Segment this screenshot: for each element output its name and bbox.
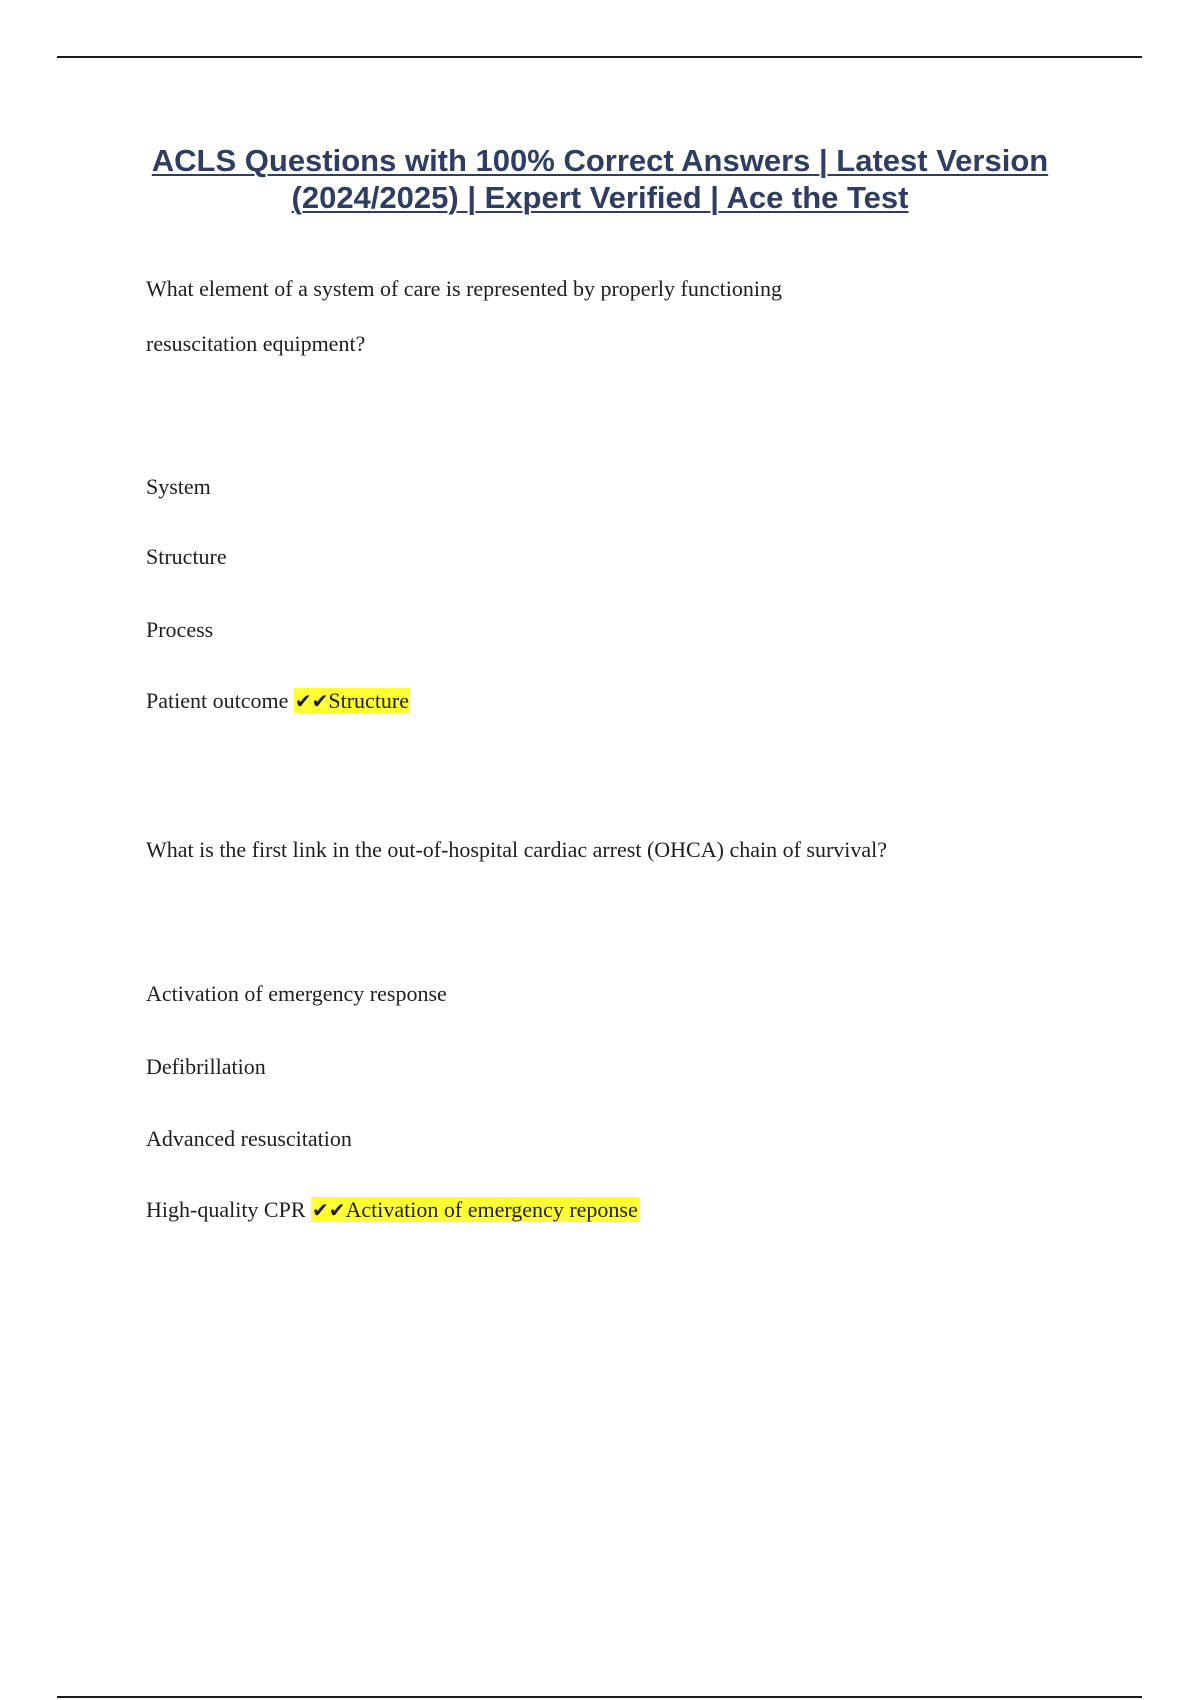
- question-1-answer: Structure: [328, 688, 410, 713]
- question-1-text-line-1: What element of a system of care is represented by properly functioning: [146, 276, 782, 301]
- document-title: [100, 142, 1100, 216]
- question-2-answer-highlight: [311, 1197, 639, 1222]
- question-1-option-4-row: [146, 687, 410, 715]
- question-2-text: What is the first link in the out-of-hospital cardiac arrest (OHCA) chain of survival?: [146, 837, 888, 862]
- footer-rule: [57, 1696, 1142, 1698]
- check-marks-icon: ✔✔: [312, 1198, 346, 1222]
- question-2-option-4-row: [146, 1196, 639, 1224]
- check-marks-icon: ✔✔: [294, 689, 329, 713]
- question-2-option-4: High-quality CPR: [146, 1197, 306, 1222]
- question-1-option-3: Process: [146, 617, 214, 642]
- header-rule: [57, 56, 1142, 58]
- question-1-option-2: Structure: [146, 544, 227, 569]
- title-line-1: ACLS Questions with 100% Correct Answers | Latest Version: [151, 143, 1049, 178]
- question-1-option-4: Patient outcome: [146, 688, 289, 713]
- question-1-option-1: System: [146, 474, 211, 499]
- question-2-option-1: Activation of emergency response: [146, 981, 447, 1006]
- question-2-option-2: Defibrillation: [146, 1054, 266, 1079]
- question-2-answer: Activation of emergency reponse: [345, 1197, 638, 1222]
- title-line-2: (2024/2025) | Expert Verified | Ace the Test: [291, 180, 909, 215]
- question-1-answer-highlight: [294, 688, 410, 713]
- question-2-option-3: Advanced resuscitation: [146, 1126, 352, 1151]
- question-1-text-line-2: resuscitation equipment?: [146, 331, 366, 356]
